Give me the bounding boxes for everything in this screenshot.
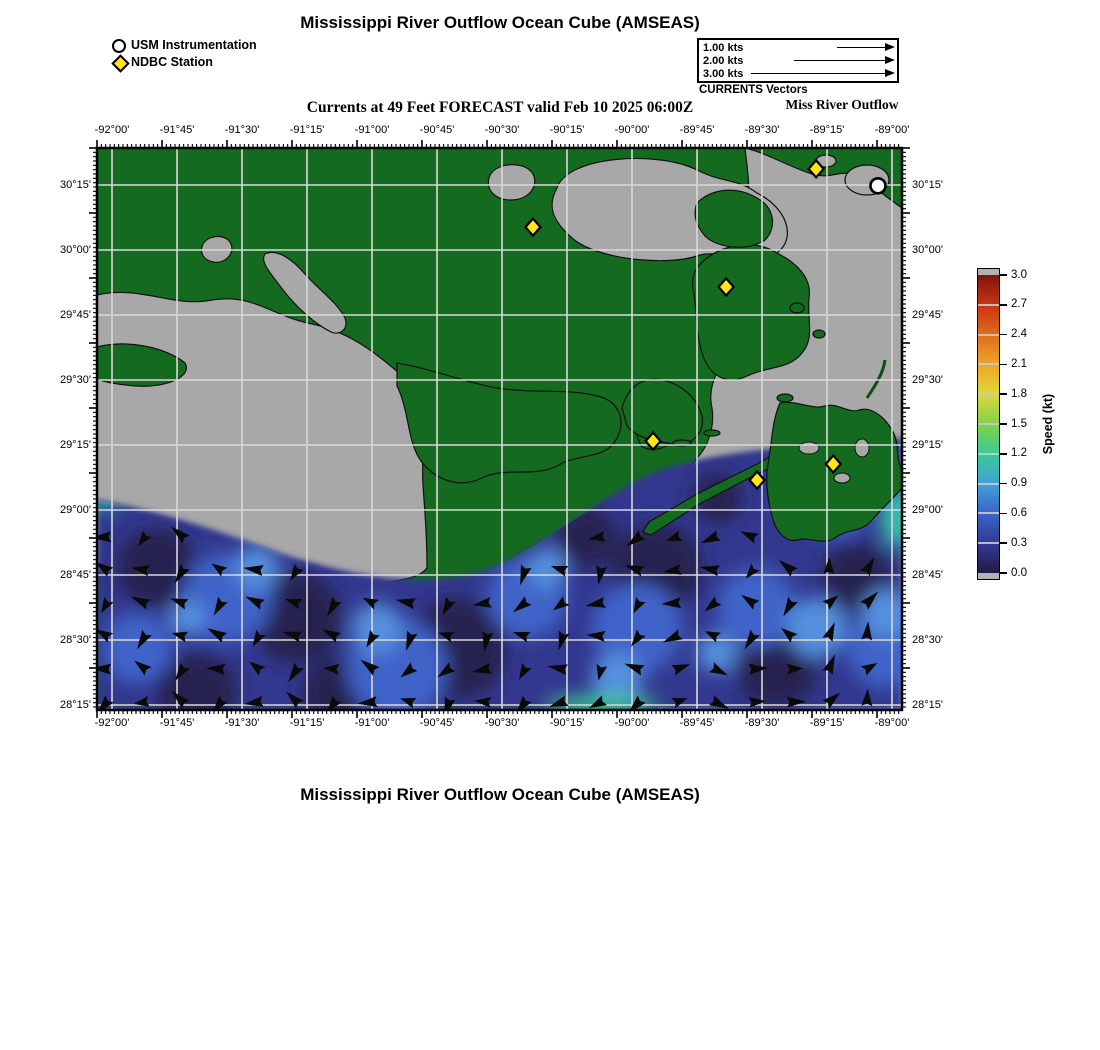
vector-legend-caption: CURRENTS Vectors [699, 84, 808, 96]
arrow-head-icon [885, 69, 895, 77]
region-label: Miss River Outflow [785, 97, 899, 112]
colorbar-label: Speed (kt) [1041, 393, 1055, 455]
legend-usm-label: USM Instrumentation [131, 38, 257, 52]
footer-title: Mississippi River Outflow Ocean Cube (AMSEAS) [300, 785, 700, 804]
arrow-head-icon [885, 43, 895, 51]
arrow-head-icon [885, 56, 895, 64]
vector-scale-row: 3.00 kts [699, 67, 897, 80]
map-plot [97, 148, 902, 710]
page-title: Mississippi River Outflow Ocean Cube (AMSEAS) [300, 13, 700, 32]
forecast-subtitle: Currents at 49 Feet FORECAST valid Feb 10 2025 06:00Z [306, 99, 694, 116]
usm-station-marker [870, 178, 885, 193]
page: Mississippi River Outflow Ocean Cube (AMSEAS) Currents at 49 Feet FORECAST valid Feb 10 2025 06:00Z USM Instrumentation NDBC Station 1.00 kts 2.00 kts 3.00 kts CURRENTS Vectors Miss River Outflow -92°00' -92°00' -91°45' -91°45' -91°30' -91°30' -91°15' -91°15' -91°00' -91°00' -90°45' -90°45' -90°30' -90°30' -90°15' -90°15' -90°00' -90°00' -89°45' -89°45' -89°30' -89°30' -89°15' -89°15' -89°00' -89°00' 30°15' 30°15' 30°00' 30°00' 29°45' 29°45' 29°30' 29°30' 29°15' 29°15' 29°00' 29°00' 28°45' 28°45' 28°30' 28°30' 28°15' 28°15' 0.0 0.3 0.6 0.9 1.2 1.5 1.8 2.1 2.4 2.7 3.0 Speed (kt) Mississippi River Outflow Ocean Cube (AMSEAS) [0, 0, 1100, 1050]
vector-scale-row: 2.00 kts [699, 54, 897, 67]
diamond-icon [111, 54, 129, 72]
vector-scale-legend [697, 38, 899, 83]
legend-ndbc-label: NDBC Station [131, 55, 213, 69]
circle-icon [112, 39, 126, 53]
vector-scale-row: 1.00 kts [699, 41, 897, 54]
